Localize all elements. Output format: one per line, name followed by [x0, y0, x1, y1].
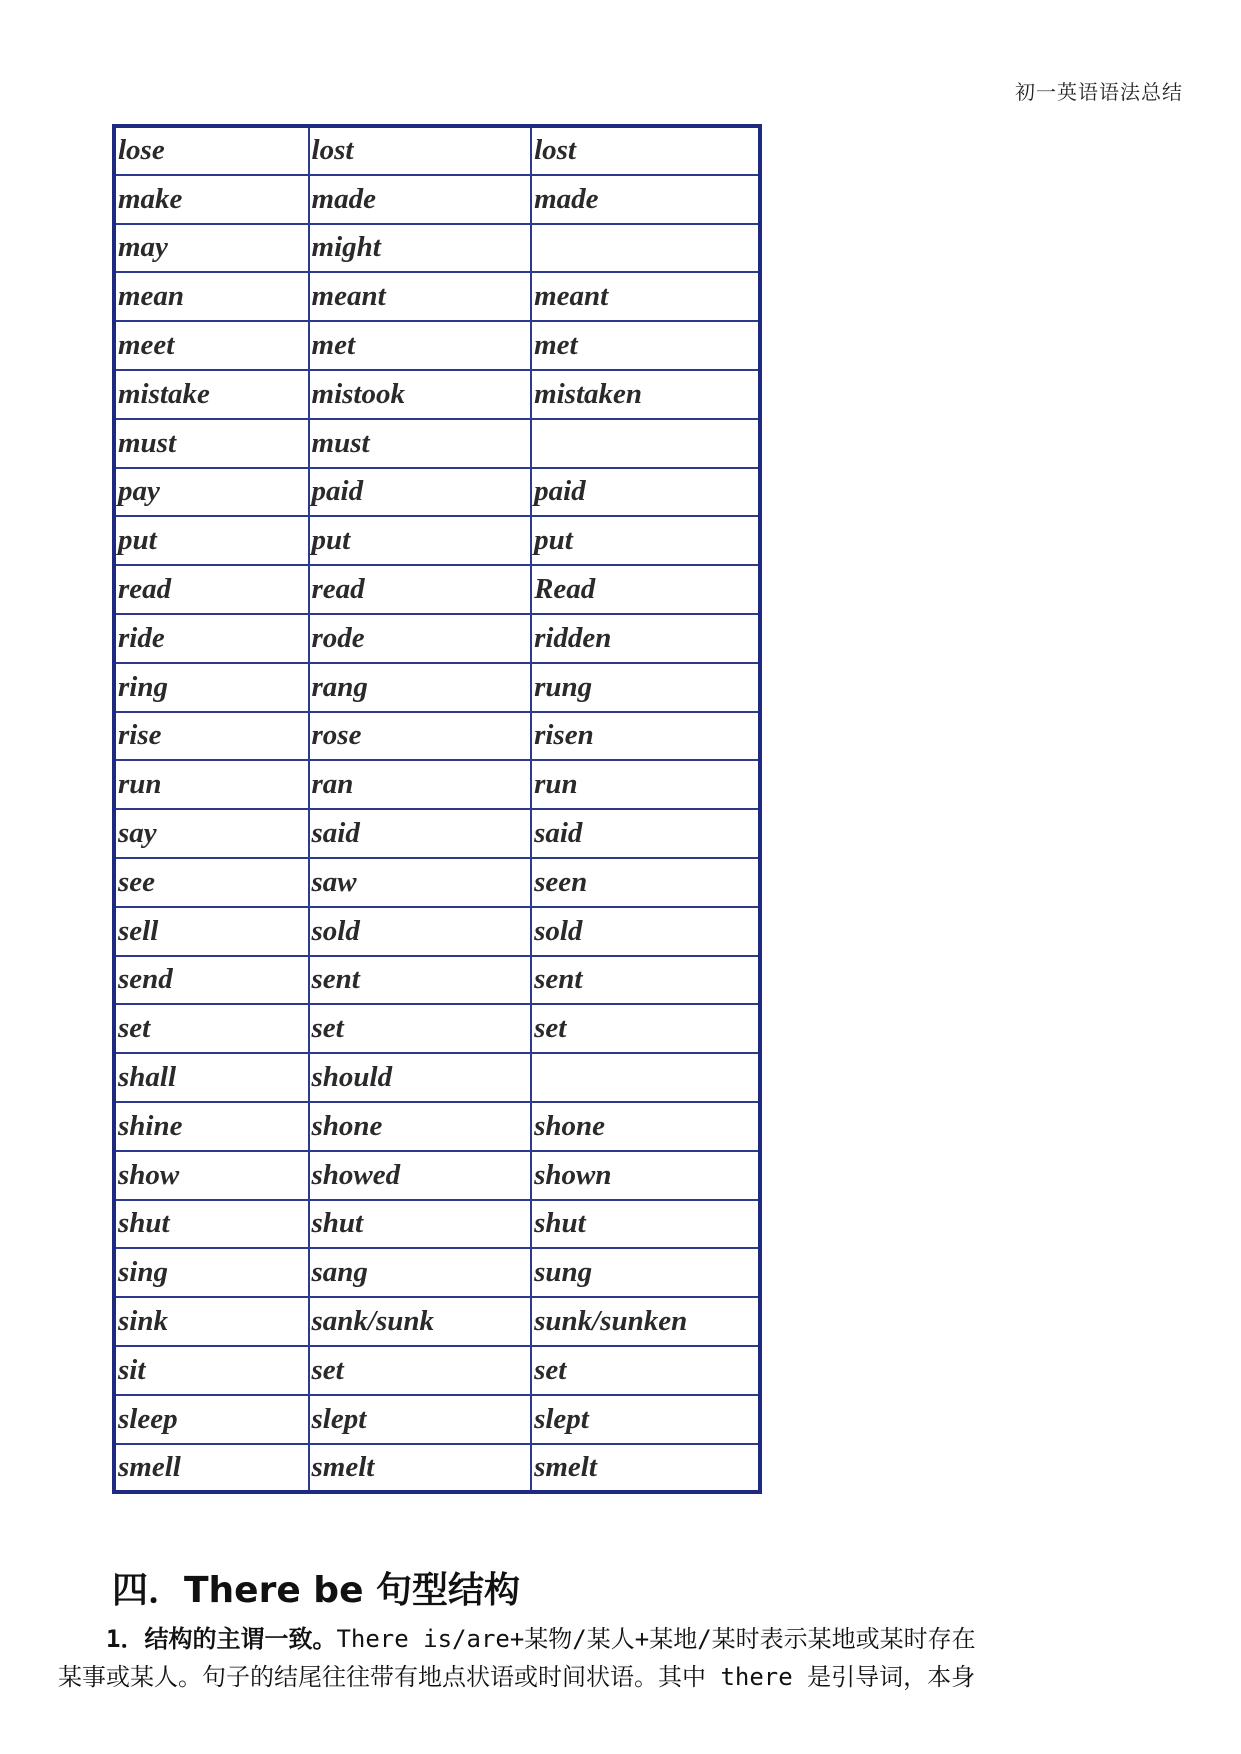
past-participle-cell: said [531, 809, 760, 858]
past-participle-cell [531, 224, 760, 273]
base-form-cell: smell [114, 1444, 309, 1493]
base-form-cell: send [114, 956, 309, 1005]
past-participle-cell: smelt [531, 1444, 760, 1493]
past-participle-cell: set [531, 1346, 760, 1395]
past-participle-cell: made [531, 175, 760, 224]
past-tense-cell: sank/sunk [309, 1297, 532, 1346]
base-form-cell: ring [114, 663, 309, 712]
past-participle-cell: shut [531, 1200, 760, 1249]
past-participle-cell: sung [531, 1248, 760, 1297]
table-row [114, 468, 760, 517]
past-participle-cell: lost [531, 126, 760, 175]
past-tense-cell: meant [309, 272, 532, 321]
past-tense-cell: said [309, 809, 532, 858]
base-form-cell: mistake [114, 370, 309, 419]
table-row [114, 419, 760, 468]
past-participle-cell: mistaken [531, 370, 760, 419]
base-form-cell: show [114, 1151, 309, 1200]
past-participle-cell: sold [531, 907, 760, 956]
past-participle-cell: paid [531, 468, 760, 517]
table-row [114, 760, 760, 809]
past-tense-cell: smelt [309, 1444, 532, 1493]
table-row [114, 224, 760, 273]
past-tense-cell: showed [309, 1151, 532, 1200]
table-row [114, 1151, 760, 1200]
base-form-cell: lose [114, 126, 309, 175]
table-row [114, 175, 760, 224]
past-participle-cell [531, 1053, 760, 1102]
verb-table-body [114, 126, 760, 1492]
table-row [114, 809, 760, 858]
section-title: 四．There be 句型结构 [112, 1570, 521, 1611]
past-participle-cell: met [531, 321, 760, 370]
table-row [114, 565, 760, 614]
past-tense-cell: mistook [309, 370, 532, 419]
base-form-cell: meet [114, 321, 309, 370]
base-form-cell: must [114, 419, 309, 468]
base-form-cell: sell [114, 907, 309, 956]
table-row [114, 321, 760, 370]
base-form-cell: sit [114, 1346, 309, 1395]
table-row [114, 956, 760, 1005]
paragraph-first-line [58, 1620, 1188, 1658]
past-participle-cell: shone [531, 1102, 760, 1151]
past-tense-cell: rang [309, 663, 532, 712]
past-participle-cell: ridden [531, 614, 760, 663]
past-tense-cell: set [309, 1004, 532, 1053]
past-tense-cell: rose [309, 712, 532, 761]
table-row [114, 1395, 760, 1444]
table-row [114, 272, 760, 321]
base-form-cell: pay [114, 468, 309, 517]
point-text: There is/are+某物/某人+某地/某时表示某地或某时存在 [336, 1625, 976, 1653]
table-row [114, 1200, 760, 1249]
base-form-cell: mean [114, 272, 309, 321]
base-form-cell: rise [114, 712, 309, 761]
past-tense-cell: sold [309, 907, 532, 956]
past-tense-cell: set [309, 1346, 532, 1395]
past-tense-cell: saw [309, 858, 532, 907]
base-form-cell: sleep [114, 1395, 309, 1444]
base-form-cell: shall [114, 1053, 309, 1102]
past-tense-cell: shut [309, 1200, 532, 1249]
table-row [114, 1004, 760, 1053]
base-form-cell: shine [114, 1102, 309, 1151]
irregular-verb-table [112, 124, 762, 1494]
past-participle-cell: shown [531, 1151, 760, 1200]
base-form-cell: make [114, 175, 309, 224]
past-tense-cell: sent [309, 956, 532, 1005]
page-header: 初一英语语法总结 [1015, 80, 1183, 104]
table-row [114, 663, 760, 712]
past-participle-cell: seen [531, 858, 760, 907]
base-form-cell: ride [114, 614, 309, 663]
base-form-cell: put [114, 516, 309, 565]
table-row [114, 1297, 760, 1346]
section-paragraph [58, 1620, 1188, 1696]
table-row [114, 712, 760, 761]
past-tense-cell: put [309, 516, 532, 565]
paragraph-continuation: 某事或某人。句子的结尾往往带有地点状语或时间状语。其中 there 是引导词，本身 [58, 1663, 976, 1691]
base-form-cell: shut [114, 1200, 309, 1249]
base-form-cell: say [114, 809, 309, 858]
past-tense-cell: shone [309, 1102, 532, 1151]
past-participle-cell: set [531, 1004, 760, 1053]
past-participle-cell: put [531, 516, 760, 565]
base-form-cell: set [114, 1004, 309, 1053]
past-participle-cell: sent [531, 956, 760, 1005]
base-form-cell: sink [114, 1297, 309, 1346]
table-row [114, 1248, 760, 1297]
past-tense-cell: paid [309, 468, 532, 517]
base-form-cell: see [114, 858, 309, 907]
point-label: 1．结构的主谓一致。 [106, 1625, 337, 1653]
past-participle-cell [531, 419, 760, 468]
table-row [114, 614, 760, 663]
table-row [114, 1346, 760, 1395]
past-participle-cell: meant [531, 272, 760, 321]
past-participle-cell: Read [531, 565, 760, 614]
past-tense-cell: rode [309, 614, 532, 663]
table-row [114, 126, 760, 175]
table-row [114, 907, 760, 956]
past-tense-cell: met [309, 321, 532, 370]
past-tense-cell: must [309, 419, 532, 468]
table-row [114, 858, 760, 907]
past-participle-cell: sunk/sunken [531, 1297, 760, 1346]
base-form-cell: may [114, 224, 309, 273]
table-row [114, 370, 760, 419]
past-tense-cell: sang [309, 1248, 532, 1297]
base-form-cell: sing [114, 1248, 309, 1297]
past-tense-cell: lost [309, 126, 532, 175]
table-row [114, 1444, 760, 1493]
past-tense-cell: ran [309, 760, 532, 809]
table-row [114, 1102, 760, 1151]
past-tense-cell: should [309, 1053, 532, 1102]
past-tense-cell: might [309, 224, 532, 273]
past-participle-cell: slept [531, 1395, 760, 1444]
base-form-cell: run [114, 760, 309, 809]
base-form-cell: read [114, 565, 309, 614]
table-row [114, 516, 760, 565]
table-row [114, 1053, 760, 1102]
past-tense-cell: read [309, 565, 532, 614]
past-participle-cell: risen [531, 712, 760, 761]
past-participle-cell: run [531, 760, 760, 809]
past-tense-cell: made [309, 175, 532, 224]
past-tense-cell: slept [309, 1395, 532, 1444]
past-participle-cell: rung [531, 663, 760, 712]
